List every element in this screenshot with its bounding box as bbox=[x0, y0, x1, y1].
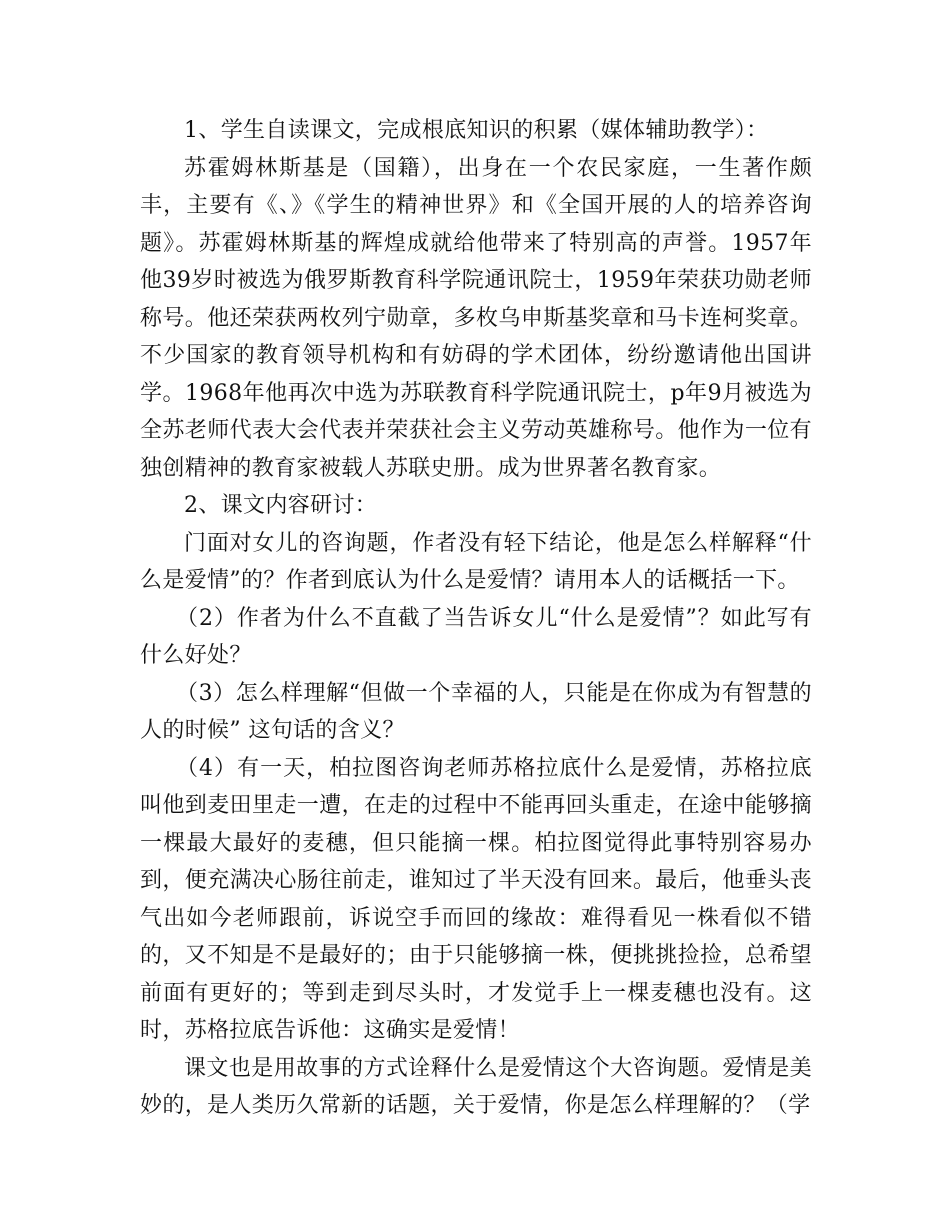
paragraph-step-2: 2、课文内容研讨： bbox=[184, 493, 378, 518]
paragraph-question-1: 门面对女儿的咨询题，作者没有轻下结论，他是怎么样解释“什么是爱情”的？作者到底认为什么是爱情？请用本人的话概括一下。 bbox=[140, 530, 812, 593]
paragraph-question-3: （3）怎么样理解“但做一个幸福的人，只能是在你成为有智慧的人的时候” 这句话的含义？ bbox=[140, 680, 812, 743]
document-page bbox=[140, 112, 812, 1125]
paragraph-step-1: 1、学生自读课文，完成根底知识的积累（媒体辅助教学）： bbox=[184, 118, 769, 143]
paragraph-closing: 课文也是用故事的方式诠释什么是爱情这个大咨询题。爱情是美妙的，是人类历久常新的话题，关于爱情，你是怎么样理解的？（学 bbox=[140, 1055, 812, 1118]
paragraph-question-4: （4）有一天，柏拉图咨询老师苏格拉底什么是爱情，苏格拉底叫他到麦田里走一遭，在走的过程中不能再回头重走，在途中能够摘一棵最大最好的麦穗，但只能摘一棵。柏拉图觉得此事特别容易办到，便充满决心肠往前走，谁知过了半天没有回来。最后，他垂头丧气出如今老师跟前，诉说空手而回的缘故：难得看见一株看似不错的，又不知是不是最好的；由于只能够摘一株，便挑挑捡捡，总希望前面有更好的；等到走到尽头时，才发觉手上一棵麦穗也没有。这时，苏格拉底告诉他：这确实是爱情！ bbox=[140, 755, 812, 1043]
paragraph-author-intro: 苏霍姆林斯基是（国籍），出身在一个农民家庭，一生著作颇丰，主要有《、》《学生的精神世界》和《全国开展的人的培养咨询题》。苏霍姆林斯基的辉煌成就给他带来了特别高的声誉。1957年他39岁时被选为俄罗斯教育科学院通讯院士，1959年荣获功勋老师称号。他还荣获两枚列宁勋章，多枚乌申斯基奖章和马卡连柯奖章。不少国家的教育领导机构和有妨碍的学术团体，纷纷邀请他出国讲学。1968年他再次中选为苏联教育科学院通讯院士，p年9月被选为全苏老师代表大会代表并荣获社会主义劳动英雄称号。他作为一位有独创精神的教育家被载人苏联史册。成为世界著名教育家。 bbox=[140, 155, 812, 481]
paragraph-question-2: （2）作者为什么不直截了当告诉女儿“什么是爱情”？如此写有什么好处？ bbox=[140, 605, 812, 668]
